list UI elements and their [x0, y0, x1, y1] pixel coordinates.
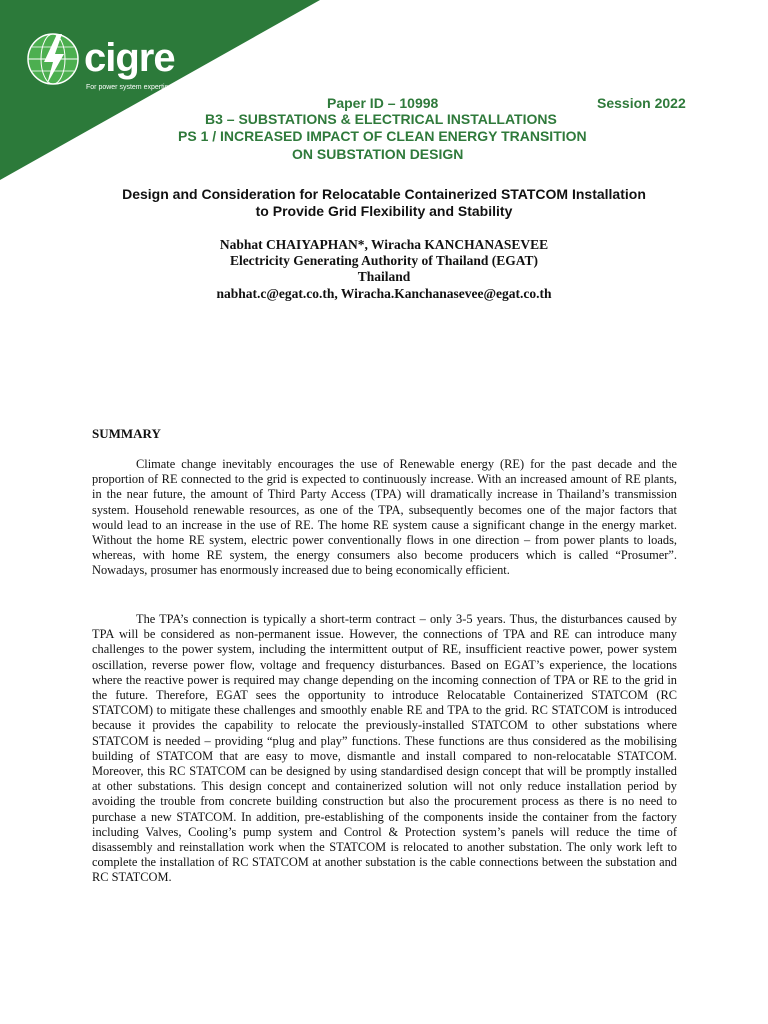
author-country: Thailand — [357, 269, 411, 284]
summary-heading: SUMMARY — [92, 426, 161, 441]
globe-lightning-icon — [26, 32, 80, 86]
paper-title-line-1: Design and Consideration for Relocatable Containerized STATCOM Installation — [122, 186, 646, 202]
paper-title-line-2: to Provide Grid Flexibility and Stability — [255, 203, 513, 219]
author-emails: nabhat.c@egat.co.th, Wiracha.Kanchanasevee@egat.co.th — [216, 286, 552, 301]
author-names: Nabhat CHAIYAPHAN*, Wiracha KANCHANASEVEE — [219, 237, 549, 252]
author-affiliation: Electricity Generating Authority of Thailand (EGAT) — [229, 253, 539, 268]
header-line-3: ON SUBSTATION DESIGN — [292, 146, 464, 162]
paper-id: Paper ID – 10998 — [327, 95, 439, 111]
logo-wordmark: cigre — [84, 36, 175, 80]
session-label: Session 2022 — [597, 95, 686, 111]
logo-tagline: For power system expertise — [86, 84, 172, 91]
header-line-2: PS 1 / INCREASED IMPACT OF CLEAN ENERGY TRANSITION — [178, 128, 587, 144]
summary-paragraph-1: Climate change inevitably encourages the use of Renewable energy (RE) for the past decade and the proportion of RE connected to the grid is expected to continuously increase. With an increased amount of RE plants, in the near future, the amount of Third Party Access (TPA) will dramatically increase in Thailand’s transmission system. Household renewable resources, as one of the TPA, subsequently becomes one of the major factors that would lead to an increase in the use of RE. The home RE system cause a significant change in the energy market. Without the home RE system, electric power conventionally flows in one direction – from power plants to loads, whereas, with home RE system, the energy consumers also become producers which is called “Prosumer”. Nowadays, prosumer has enormously increased due to being economically efficient. — [92, 457, 677, 578]
header-line-1: B3 – SUBSTATIONS & ELECTRICAL INSTALLATIONS — [205, 111, 557, 127]
summary-paragraph-2: The TPA’s connection is typically a short-term contract – only 3-5 years. Thus, the disturbances caused by TPA will be considered as non-permanent issue. However, the connections of TPA and RE can introduce many challenges to the power system, including the intermittent output of RE, insufficient reactive power, power system oscillation, reverse power flow, voltage and frequency disturbances. Based on EGAT’s experience, the locations where the reactive power is required may change depending on the incoming connection of TPA or RE to the grid in the future. Therefore, EGAT sees the opportunity to introduce Relocatable Containerized STATCOM (RC STATCOM) to mitigate these challenges and smoothly enable RE and TPA to the grid. RC STATCOM is introduced because it provides the capability to relocate the previously-installed STATCOM to other substations where STATCOM is needed – providing “plug and play” functions. These functions are thus considered as the mobilising building of STATCOM that are easy to move, dismantle and install compared to non-relocatable STATCOM. Moreover, this RC STATCOM can be designed by using standardised design concept that will be promptly installed at other substations. This design concept and containerized solution will not only reduce installation period by avoiding the trouble from concrete building construction but also the procurement process as there is no need to purchase a new STATCOM. In addition, pre-establishing of the components inside the container from the factory including Valves, Cooling’s pump system and Control & Protection system’s panels will reduce the time of disassembly and reinstallation work when the STATCOM is relocated to another substation. The only work left to complete the installation of RC STATCOM at another substation is the cable connections between the substation and RC STATCOM. — [92, 612, 677, 885]
